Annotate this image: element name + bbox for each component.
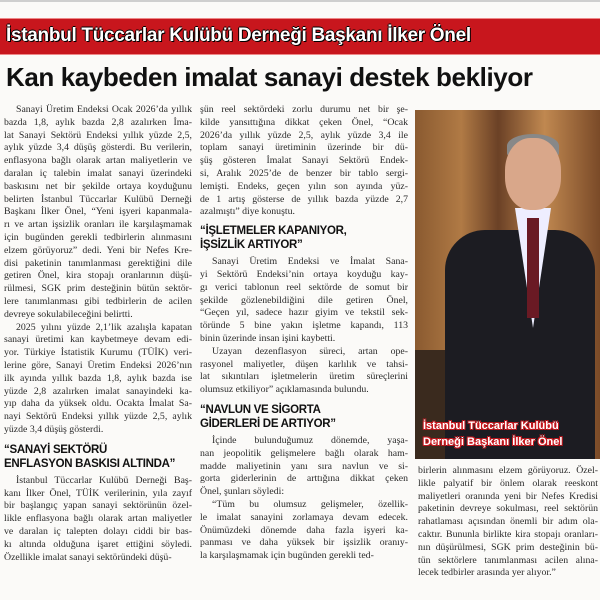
text-line: baskısını net bir şekilde ortaya koyduğunu xyxy=(4,180,192,192)
text-line: bir başlangıç yapan sanayi sektörünün özel- xyxy=(4,500,192,512)
text-line: Özellikle imalat sanayi sektöründeki düşü- xyxy=(4,551,172,563)
text-line: disi paketinin tanımlanması gerektiğini dile xyxy=(4,257,192,269)
text-line: rülmesi, SGK prim desteğinin bütün sektör- xyxy=(4,283,192,295)
text-line: “Tüm bu olumsuz gelişmeler, özellik- xyxy=(212,498,408,510)
text-line: 2025 yılını yüzde 2,1’lik azalışla kapatan xyxy=(16,321,192,333)
text-line: azalmıştı” diye konuştu. xyxy=(200,206,295,218)
text-line: ilk ayında yıllık bazda 1,8, aylık bazda ise xyxy=(4,372,192,384)
text-line: yi Sektörü Endeksi’nin ortaya koyduğu kay- xyxy=(200,268,408,280)
text-line: rı ve artan işsizlik oranları ile karşılaşmamak xyxy=(4,219,192,231)
text-line: “İŞLETMELER KAPANIYOR, xyxy=(200,225,347,238)
text-line: kı altında olduğuna işaret ettiğini söyledi. xyxy=(4,538,192,550)
text-line: İstanbul Tüccarlar Kulübü Derneği Baş- xyxy=(16,474,192,486)
photo-caption xyxy=(423,418,595,450)
text-line: Uzayan dezenflasyon süreci, artan ope- xyxy=(212,345,408,357)
text-line: şün reel sektördeki zorlu durumu net bir şe- xyxy=(200,104,408,115)
text-line: İçinde bulunduğumuz dönemde, yaşa- xyxy=(212,434,408,446)
text-line: likle enflasyona bağlı olarak artan maliyetler xyxy=(4,513,192,525)
subheading xyxy=(4,443,192,471)
paragraph xyxy=(200,435,408,499)
text-line: daralan iç talebin imalat sanayi üzerindeki xyxy=(4,167,192,179)
text-line: lat Sanayi Sektörü Endeksi yıllık yüzde 2,5, xyxy=(4,129,192,141)
text-line: belirten İstanbul Tüccarlar Kulübü Derneği xyxy=(4,193,192,205)
text-line: getiren Önel, kira stopajı oranlarının düşü- xyxy=(4,270,192,282)
text-line: la karşılaşmamak için bugünden gerekli ted- xyxy=(200,550,374,562)
text-line: olumsuz etkiliyor” açıklamasında bulundu. xyxy=(200,384,369,396)
text-line: töründe 5 bine yakın işletme kapandı, 113 xyxy=(200,320,408,332)
text-line: birlerin alınmasını elzem görüyoruz. Özel- xyxy=(418,465,598,476)
text-line: şüş gösteren İmalat Sanayi Sektörü Endek- xyxy=(200,155,408,167)
text-line: Önümüzdeki dönemde daha fazla işyeri ka- xyxy=(200,524,408,536)
head-shape xyxy=(505,138,561,210)
text-line: lecek tedbirler arasında yer alıyor.” xyxy=(418,567,556,579)
text-line: kanı İlker Önel, TÜİK verilerinin, yıla zayıf xyxy=(4,487,192,499)
text-line: gorta giderlerinin de arttığına dikkat çeken xyxy=(200,473,408,485)
subheading xyxy=(200,403,408,431)
text-line: paketinin devreye sokulması, reel sektörün xyxy=(418,503,598,515)
text-line: lerine göre, Sanayi Üretim Endeksi 2026’nın xyxy=(4,359,192,371)
supertitle: İstanbul Tüccarlar Kulübü Derneği Başkanı İlker Önel xyxy=(6,25,471,46)
text-line: yüzde 3,4 düşüş gösterdi. xyxy=(4,423,104,435)
text-line: caktır. Bununla birlikte kira stopajı oranları- xyxy=(418,528,598,540)
supertitle-band xyxy=(0,18,600,55)
text-line: Önel, şunları söyledi: xyxy=(200,486,285,498)
paragraph xyxy=(200,499,408,563)
text-line: madde maliyetinin yanı sıra navlun ve si- xyxy=(200,460,408,472)
text-line: panması ve daha yüksek bir işsizlik oranıy- xyxy=(200,537,408,549)
text-line: tün sektörlere tanımlanması acilen alına- xyxy=(418,554,598,566)
paragraph xyxy=(4,475,192,565)
column-2 xyxy=(200,104,408,563)
headline: Kan kaybeden imalat sanayi destek bekliyor xyxy=(6,62,533,92)
text-line: aylık yüzde 3,4 düşüş gösterdi. Bu verilerin, xyxy=(4,142,192,154)
portrait-photo xyxy=(415,110,600,459)
text-line: sanayi üretimi kan kaybetmeye devam edi- xyxy=(4,334,192,346)
text-line: elzem görüyoruz” dedi. Yeni bir Nefes Kre- xyxy=(4,244,192,256)
paragraph xyxy=(4,104,192,322)
text-line: yıp daha da yüksek oldu. Ocakta İmalat Sa- xyxy=(4,398,192,410)
text-line: devreye sokulabileceğini belirtti. xyxy=(4,308,133,320)
paragraph xyxy=(200,346,408,397)
text-line: ve daralan iç talepten dolayı ciddi bir bas- xyxy=(4,525,192,537)
text-line: için bugünden gerekli tedbirlerin alınmasını xyxy=(4,231,192,243)
text-line: 2026’da yıllık yüzde 2,5, aylık yüzde 3,4 ile xyxy=(200,129,408,141)
text-line: enflasyona bağlı olarak artan maliyetlerin ve xyxy=(4,155,192,167)
text-line: maliyetleri oranında yeni bir Nefes Kredisi xyxy=(418,490,598,502)
caption-line: Derneği Başkanı İlker Önel xyxy=(423,436,563,448)
text-line: de 1 artış gösterse de yıllık bazda yüzde 2,7 xyxy=(200,193,408,205)
text-line: bazda 1,8, aylık bazda 2,8 azalırken İma- xyxy=(4,116,192,128)
text-line: gı verici tablonun reel sektörde de somut bir xyxy=(200,281,408,293)
text-line: “SANAYİ SEKTÖRÜ xyxy=(4,443,108,456)
column-3 xyxy=(418,465,598,580)
text-line: “NAVLUN VE SİGORTA xyxy=(200,403,321,416)
column-1 xyxy=(4,104,192,564)
tie-shape xyxy=(527,218,539,318)
text-line: yüzde 2,8 azalırken imalat sanayindeki ka- xyxy=(4,385,192,397)
text-line: “Geçen yıl, sadece hazır giyim ve tekstil sek- xyxy=(200,307,408,319)
text-line: İŞSİZLİK ARTIYOR” xyxy=(200,239,303,252)
top-rule xyxy=(0,0,600,2)
paragraph xyxy=(200,256,408,346)
text-line: lemişti. Endeks, geçen yılın son ayında yüz- xyxy=(200,180,408,192)
text-line: ENFLASYON BASKISI ALTINDA” xyxy=(4,457,176,470)
text-line: rahatlaması açısından önemli bir adım ola- xyxy=(418,516,598,528)
text-line: toplam sanayi üretiminin üzerinde bir dü- xyxy=(200,142,408,154)
text-line: Sanayi Üretim Endeksi ve İmalat Sana- xyxy=(212,256,408,268)
text-line: nayi Sektörü Endeksi yıllık yüzde 2,5, aylık xyxy=(4,411,192,423)
paragraph xyxy=(418,465,598,580)
text-line: likle palyatif bir önlem olarak reeskont xyxy=(418,477,598,489)
text-line: lere tanımlanması gibi tedbirlerin de acilen xyxy=(4,295,192,307)
text-line: nın düşürülmesi, SGK prim desteğinin bü- xyxy=(418,541,598,553)
text-line: Başkanı İlker Önel, “Yeni işyeri kapanmala- xyxy=(4,206,192,218)
text-line: binin üzerinde insan işini kaybetti. xyxy=(200,332,336,344)
subheading xyxy=(200,224,408,252)
caption-line: İstanbul Tüccarlar Kulübü xyxy=(423,420,559,432)
text-line: nan jeopolitik gelişmelere bağlı olarak ham- xyxy=(200,447,408,459)
text-line: lat sıkıntıları işletmelerin üretim süreçlerini xyxy=(200,371,408,383)
text-line: kilde yansıttığına dikkat çeken Önel, “Ocak xyxy=(200,116,408,128)
paragraph xyxy=(4,322,192,437)
text-line: şekilde gözlenebildiğini dile getiren Önel, xyxy=(200,294,408,306)
text-line: yor. Türkiye İstatistik Kurumu (TÜİK) veri- xyxy=(4,347,192,359)
text-line: GİDERLERİ DE ARTIYOR” xyxy=(200,417,336,430)
text-line: Sanayi Üretim Endeksi Ocak 2026’da yıllık xyxy=(16,104,192,115)
text-line: le imalat sanayini zorlamaya devam edecek. xyxy=(200,511,408,523)
text-line: rasyonel maliyetler, düşen karlılık ve tahsi- xyxy=(200,358,408,370)
text-line: si, Aralık 2025’de de benzer bir tablo sergi- xyxy=(200,167,408,179)
paragraph xyxy=(200,104,408,219)
